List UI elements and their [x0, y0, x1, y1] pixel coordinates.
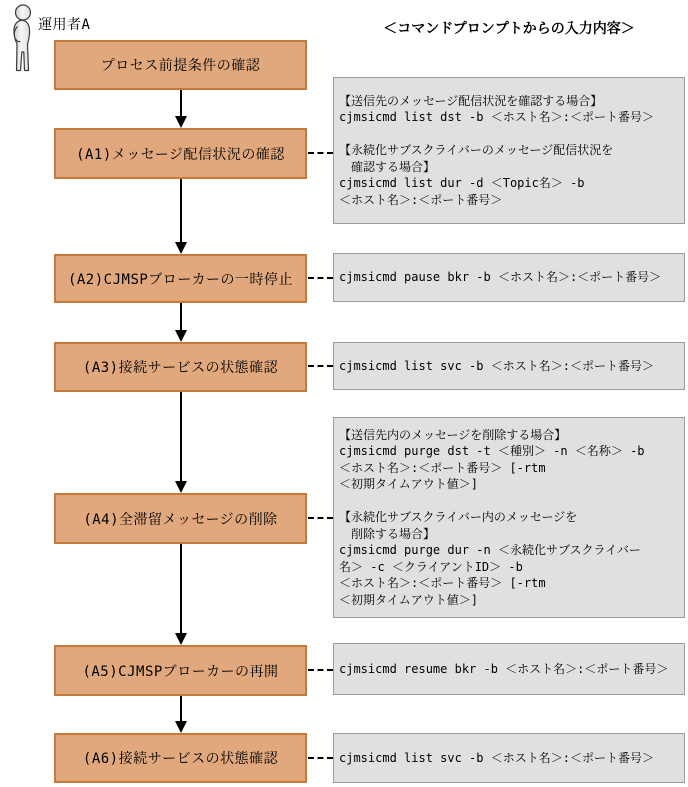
dashed-connector	[308, 757, 333, 759]
flow-arrow	[174, 303, 187, 342]
step-label: (A5)CJMSPブローカーの再開	[82, 663, 279, 680]
step-box-a1	[54, 128, 307, 179]
command-line: cjmsicmd list dur -d ＜Topic名＞ -b	[339, 176, 585, 191]
step-box-precondition	[54, 40, 307, 90]
flow-arrow	[174, 544, 187, 645]
arrow-head-icon	[175, 242, 187, 254]
command-line: 【永続化サブスクライバーのメッセージ配信状況を	[339, 143, 614, 158]
step-box-a5	[54, 645, 307, 696]
command-box-a6	[333, 733, 685, 783]
arrow-shaft	[180, 392, 182, 483]
command-box-a4	[333, 417, 685, 618]
step-box-a6	[54, 733, 307, 783]
step-label: (A1)メッセージ配信状況の確認	[76, 146, 285, 163]
dashed-connector	[308, 517, 333, 519]
command-line: cjmsicmd list dst -b ＜ホスト名＞:＜ポート番号＞	[339, 110, 654, 125]
operator-label: 運用者A	[38, 17, 91, 33]
command-box-a2	[333, 253, 685, 302]
command-box-a1	[333, 77, 685, 224]
flow-arrow	[174, 696, 187, 733]
arrow-shaft	[180, 179, 182, 244]
person-icon	[8, 4, 36, 78]
command-line: cjmsicmd resume bkr -b ＜ホスト名＞:＜ポート番号＞	[339, 661, 669, 676]
arrow-shaft	[180, 90, 182, 118]
command-line: cjmsicmd list svc -b ＜ホスト名＞:＜ポート番号＞	[339, 750, 654, 765]
step-label: (A6)接続サービスの状態確認	[82, 751, 279, 767]
command-line: ＜初期タイムアウト値＞]	[339, 592, 478, 607]
step-label: (A2)CJMSPブローカーの一時停止	[67, 271, 294, 288]
flow-arrow	[174, 179, 187, 254]
arrow-head-icon	[175, 633, 187, 645]
command-line: ＜ホスト名＞:＜ポート番号＞	[339, 192, 503, 207]
command-line	[339, 126, 681, 143]
dashed-connector	[308, 365, 333, 367]
step-label: (A3)接続サービスの状態確認	[82, 360, 279, 376]
command-line: 【永続化サブスクライバー内のメッセージを	[339, 510, 578, 525]
command-line: ＜ホスト名＞:＜ポート番号＞ [-rtm	[339, 576, 546, 591]
dashed-connector	[308, 669, 333, 671]
command-column-header: ＜コマンドプロンプトからの入力内容＞	[383, 21, 635, 37]
command-line: 【送信先のメッセージ配信状況を確認する場合】	[339, 93, 603, 108]
command-line: 【送信先内のメッセージを削除する場合】	[339, 427, 567, 442]
command-line: ＜ホスト名＞:＜ポート番号＞ [-rtm	[339, 460, 546, 475]
arrow-shaft	[180, 544, 182, 635]
arrow-head-icon	[175, 330, 187, 342]
command-line: ＜初期タイムアウト値＞]	[339, 477, 478, 492]
arrow-head-icon	[175, 721, 187, 733]
step-label: (A4)全滞留メッセージの削除	[83, 511, 278, 528]
step-box-a3	[54, 342, 307, 392]
command-line: 確認する場合】	[339, 159, 436, 174]
flow-arrow	[174, 90, 187, 128]
step-label: プロセス前提条件の確認	[100, 58, 261, 74]
command-line: cjmsicmd pause bkr -b ＜ホスト名＞:＜ポート番号＞	[339, 270, 662, 285]
command-line	[339, 493, 681, 510]
command-line: cjmsicmd purge dur -n ＜永続化サブスクライバー	[339, 543, 641, 558]
command-line: cjmsicmd list svc -b ＜ホスト名＞:＜ポート番号＞	[339, 358, 654, 373]
step-box-a4	[54, 493, 307, 544]
command-box-a5	[333, 643, 685, 695]
dashed-connector	[308, 277, 333, 279]
command-line: cjmsicmd purge dst -t ＜種別＞ -n ＜名称＞ -b	[339, 444, 645, 459]
step-box-a2	[54, 254, 307, 303]
arrow-head-icon	[175, 116, 187, 128]
arrow-shaft	[180, 303, 182, 332]
arrow-head-icon	[175, 481, 187, 493]
command-box-a3	[333, 342, 685, 390]
flow-arrow	[174, 392, 187, 493]
command-line: 名＞ -c ＜クライアントID＞ -b	[339, 559, 523, 574]
command-line: 削除する場合】	[339, 526, 436, 541]
arrow-shaft	[180, 696, 182, 723]
dashed-connector	[308, 152, 333, 154]
